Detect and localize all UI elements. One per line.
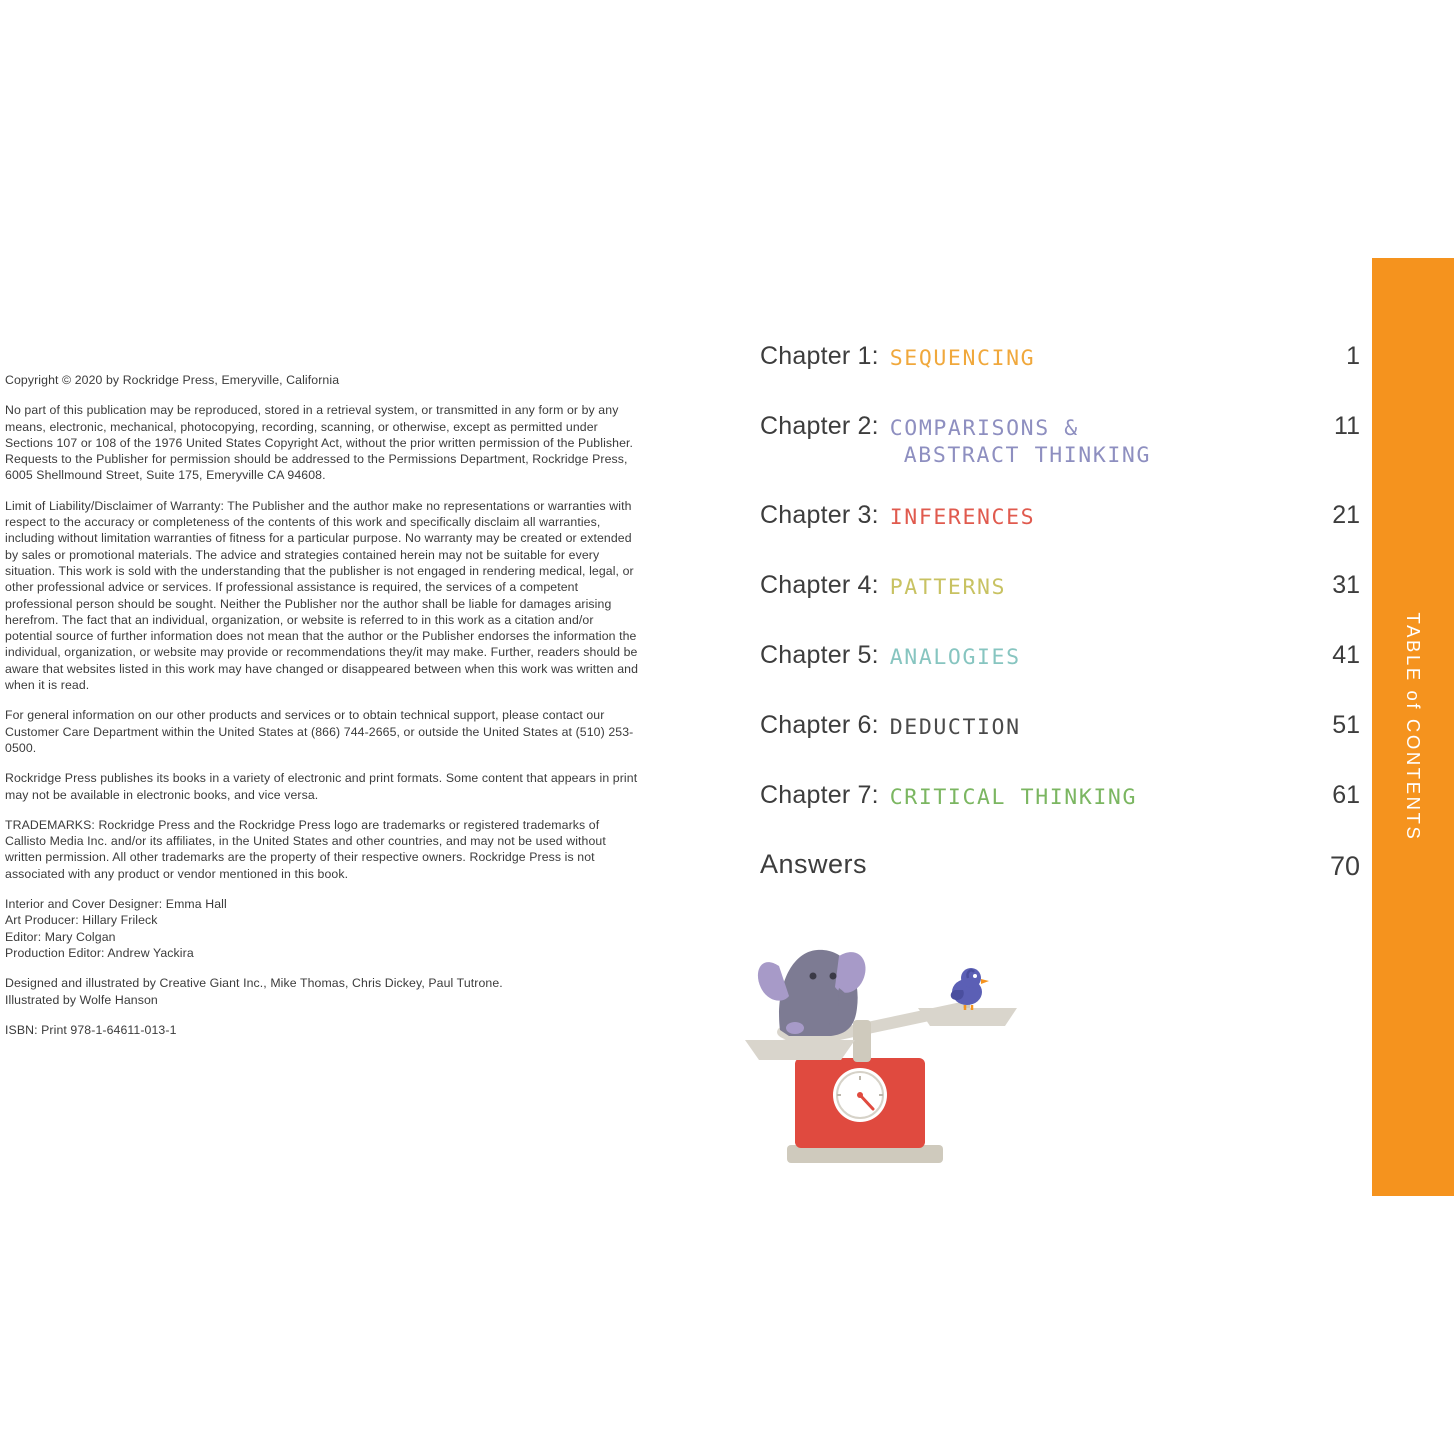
balance-scale-illustration [735, 880, 1055, 1170]
left-pan [745, 1040, 855, 1060]
toc-chapter-label: Chapter 3: [760, 501, 879, 529]
illustration-credits-block [5, 975, 639, 1008]
customer-care-info: For general information on our other products and services or to obtain technical support, please contact our Customer Care Department within the United States at (866) 744-2665, or outside the United States at (510) 253-0500. [5, 708, 634, 755]
credit-illustration-team: Designed and illustrated by Creative Giant Inc., Mike Thomas, Chris Dickey, Paul Tutrone. [5, 976, 503, 991]
credits-block [5, 896, 639, 961]
credit-designer: Interior and Cover Designer: Emma Hall [5, 897, 227, 912]
toc-chapter-title: DEDUCTION [889, 715, 1021, 740]
toc-entry-chapter-7[interactable] [760, 779, 1360, 819]
elephant-ear-right [835, 952, 866, 993]
trademarks-notice: TRADEMARKS: Rockridge Press and the Rockridge Press logo are trademarks or registered trademarks of Callisto Media Inc. and/or its affiliates, in the United States and other countries, and may not be used without written permission. All other trademarks are the property of their respective owners. Rockridge Press is not associated with any product or vendor mentioned in this book. [5, 817, 606, 881]
toc-page-number: 51 [1332, 711, 1360, 739]
toc-page-number: 41 [1332, 641, 1360, 669]
toc-entry-chapter-1[interactable] [760, 340, 1360, 380]
copyright-page [5, 372, 639, 1052]
toc-entry-chapter-4[interactable] [760, 569, 1360, 609]
toc-chapter-label: Chapter 2: [760, 412, 879, 440]
toc-page-number: 61 [1332, 781, 1360, 809]
toc-chapter-label: Chapter 1: [760, 342, 879, 370]
credit-illustrator: Illustrated by Wolfe Hanson [5, 992, 158, 1007]
toc-chapter-title: CRITICAL THINKING [889, 785, 1137, 810]
credit-art-producer: Art Producer: Hillary Frileck [5, 913, 158, 928]
toc-chapter-title: COMPARISONS & ABSTRACT THINKING [889, 416, 1151, 468]
liability-disclaimer: Limit of Liability/Disclaimer of Warranty: The Publisher and the author make no representations or warranties with respect to the accuracy or completeness of the contents of this work and specifically disclaim all warranties, including without limitation warranties of fitness for a particular purpose. No warranty may be created or extended by sales or promotional materials. The advice and strategies contained herein may not be suitable for every situation. This work is sold with the understanding that the publisher is not engaged in rendering medical, legal, or other professional advice or services. If professional assistance is required, the services of a competent professional person should be sought. Neither the Publisher nor the author shall be liable for damages arising herefrom. The fact that an individual, organization, or website is referred to in this work as a citation and/or potential source of further information does not mean that the author or the Publisher endorses the information the individual, organization, or website may provide or recommendations they/it may make. Further, readers should be aware that websites listed in this work may have changed or disappeared between when this work was written and when it is read. [5, 498, 639, 693]
toc-page-number: 21 [1332, 501, 1360, 529]
toc-chapter-label: Chapter 7: [760, 781, 879, 809]
elephant [758, 950, 866, 1041]
toc-chapter-label: Chapter 5: [760, 641, 879, 669]
toc-chapter-title: SEQUENCING [889, 346, 1036, 371]
scale-dial-pivot [857, 1092, 863, 1098]
isbn-line: ISBN: Print 978-1-64611-013-1 [5, 1022, 177, 1037]
bird-beak [981, 979, 989, 984]
copyright-line: Copyright © 2020 by Rockridge Press, Emeryville, California [5, 373, 340, 387]
toc-chapter-title: INFERENCES [889, 505, 1036, 530]
scale-pivot-post [853, 1020, 871, 1062]
reproduction-notice: No part of this publication may be reproduced, stored in a retrieval system, or transmitted in any form or by any means, electronic, mechanical, photocopying, recording, scanning, or otherwise, except as permitted under Sections 107 or 108 of the 1976 United States Copyright Act, without the prior written permission of the Publisher. Requests to the Publisher for permission should be addressed to the Permissions Department, Rockridge Press, 6005 Shellmound Street, Suite 175, Emeryville CA 94608. [5, 403, 634, 483]
toc-answers-label: Answers [760, 849, 868, 879]
credit-editor: Editor: Mary Colgan [5, 929, 116, 944]
toc-page-number: 11 [1334, 412, 1360, 440]
credit-production-editor: Production Editor: Andrew Yackira [5, 945, 194, 960]
toc-page-number: 1 [1346, 342, 1360, 370]
toc-answers-page-number: 70 [1329, 851, 1360, 881]
table-of-contents [760, 340, 1360, 919]
toc-chapter-label: Chapter 4: [760, 571, 879, 599]
toc-page-number: 31 [1332, 571, 1360, 599]
side-tab-label: TABLE of CONTENTS [1403, 612, 1424, 842]
toc-entry-chapter-3[interactable] [760, 499, 1360, 539]
elephant-eye-right [830, 973, 837, 980]
formats-notice: Rockridge Press publishes its books in a variety of electronic and print formats. Some content that appears in print may not be available in electronic books, and vice versa. [5, 771, 638, 802]
elephant-foot [786, 1022, 804, 1034]
toc-entry-chapter-6[interactable] [760, 709, 1360, 749]
toc-chapter-title: ANALOGIES [889, 645, 1021, 670]
toc-entry-chapter-5[interactable] [760, 639, 1360, 679]
toc-chapter-label: Chapter 6: [760, 711, 879, 739]
elephant-eye-left [810, 973, 817, 980]
right-pan [918, 1008, 1017, 1026]
toc-chapter-title: PATTERNS [889, 575, 1007, 600]
side-tab [1372, 258, 1454, 1196]
toc-entry-chapter-2[interactable] [760, 410, 1360, 469]
